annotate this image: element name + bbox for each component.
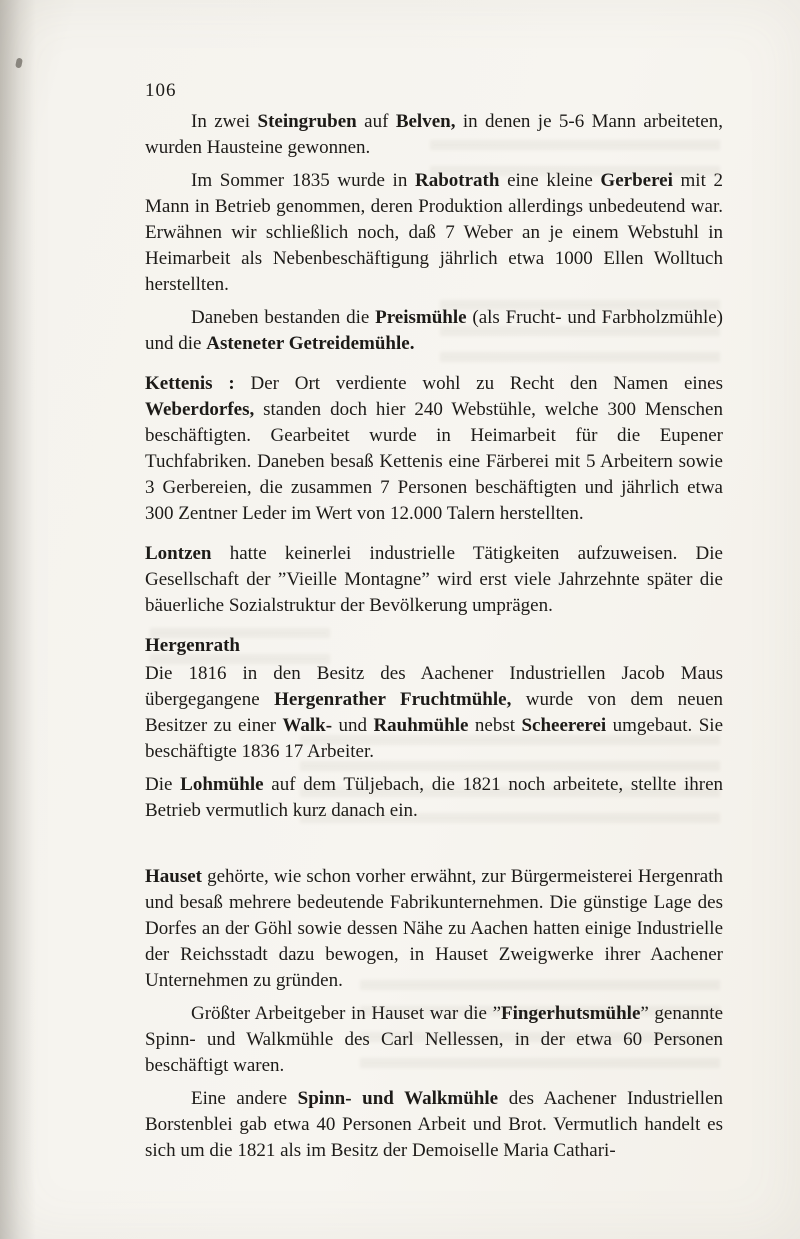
scan-artifact [15,57,23,68]
text: des Aachener Industriellen Borstenblei gab etwa 40 Personen Arbeit und Brot. Vermutlich handelt es sich um die 1821 als im Besitz der Demoiselle Maria Cathari- [145,1088,724,1161]
bold-text: Hauset [145,866,202,887]
text: nebst [468,715,522,736]
paragraph [145,772,723,824]
bold-text: Walk- [282,715,333,736]
paragraph [145,864,723,994]
text: umgebaut. Sie beschäftigte 1836 17 Arbeiter. [145,715,724,762]
bold-text: Gerberei [600,170,673,191]
text: Der Ort verdiente wohl zu Recht den Namen eines [234,373,723,394]
text: auf dem Tüljebach, die 1821 noch arbeitete, stellte ihren Betrieb vermutlich kurz danach ein. [145,774,723,821]
bold-text: Weberdorfes, [145,399,255,420]
bold-text: Belven, [395,111,456,132]
text: Im Sommer 1835 wurde in [191,170,415,191]
section-heading [145,633,723,659]
bold-text: Preismühle [375,307,467,328]
text: standen doch hier 240 Webstühle, welche 300 Menschen beschäftigten. Gearbeitet wurde in Heimarbeit für die Eupener Tuchfabriken. Daneben besaß Kettenis eine Färberei mit 5 Arbeitern sowie 3 Gerbereien, die zusammen 7 Personen beschäftigten und jährlich etwa 300 Zentner Leder im Wert von 12.000 Talern herstellten. [145,399,723,524]
text: Daneben bestanden die [191,307,376,328]
bold-text: Fingerhutsmühle [501,1003,641,1024]
page-content [145,80,723,1171]
bold-text: Spinn- und Walkmühle [297,1088,499,1109]
text: wurde von dem neuen Besitzer zu einer [145,689,724,736]
text: gehörte, wie schon vorher erwähnt, zur Bürgermeisterei Hergenrath und besaß mehrere bedeutende Fabrikunternehmen. Die günstige Lage des Dorfes an der Göhl sowie dessen Nähe zu Aachen hatten einige Industrielle der Reichsstadt dazu bewogen, in Hauset Zweigwerke ihrer Aachener Unternehmen zu gründen. [145,866,723,991]
bold-text: Hergenrather Fruchtmühle, [274,689,512,710]
text: Die [145,774,181,795]
page-number: 106 [145,80,177,101]
paragraph [145,1086,723,1164]
text: in denen je 5-6 Mann arbeiteten, wurden Hausteine gewonnen. [145,111,723,158]
text: und [332,715,374,736]
paragraph [145,109,723,161]
bold-text: Scheererei [521,715,607,736]
text: ” genannte Spinn- und Walkmühle des Carl Nellessen, in der etwa 60 Personen beschäftigt waren. [145,1003,724,1076]
bold-text: Rabotrath [414,170,500,191]
text: Die 1816 in den Besitz des Aachener Industriellen Jacob Maus übergegangene [145,663,723,710]
paragraph [145,168,723,298]
paragraph [145,661,723,765]
text: (als Frucht- und Farbholzmühle) und die [145,307,723,354]
paragraph [145,1001,723,1079]
bold-text: Kettenis : [145,373,235,394]
bold-text: Asteneter Getreidemühle. [206,333,415,354]
text: mit 2 Mann in Betrieb genommen, deren Produktion allerdings unbedeutend war. Erwähnen wir schließlich noch, daß 7 Weber an je einem Webstuhl in Heimarbeit als Nebenbeschäftigung jährlich etwa 1000 Ellen Wolltuch herstellten. [145,170,723,295]
text: Eine andere [191,1088,298,1109]
text: eine kleine [499,170,601,191]
bold-text: Hergenrath [145,635,240,656]
bold-text: Lontzen [145,543,212,564]
paragraph [145,541,723,619]
text: Größter Arbeitgeber in Hauset war die ” [191,1003,502,1024]
bold-text: Lohmühle [180,774,264,795]
paragraph [145,371,723,527]
binding-shadow [0,0,36,1239]
bold-text: Steingruben [257,111,357,132]
text: auf [356,111,396,132]
text: hatte keinerlei industrielle Tätigkeiten aufzuweisen. Die Gesellschaft der ”Vieille Montagne” wird erst viele Jahrzehnte später die bäuerliche Sozialstruktur der Bevölkerung umprägen. [145,543,723,616]
text: In zwei [191,111,258,132]
paragraph [145,305,723,357]
bold-text: Rauhmühle [373,715,469,736]
